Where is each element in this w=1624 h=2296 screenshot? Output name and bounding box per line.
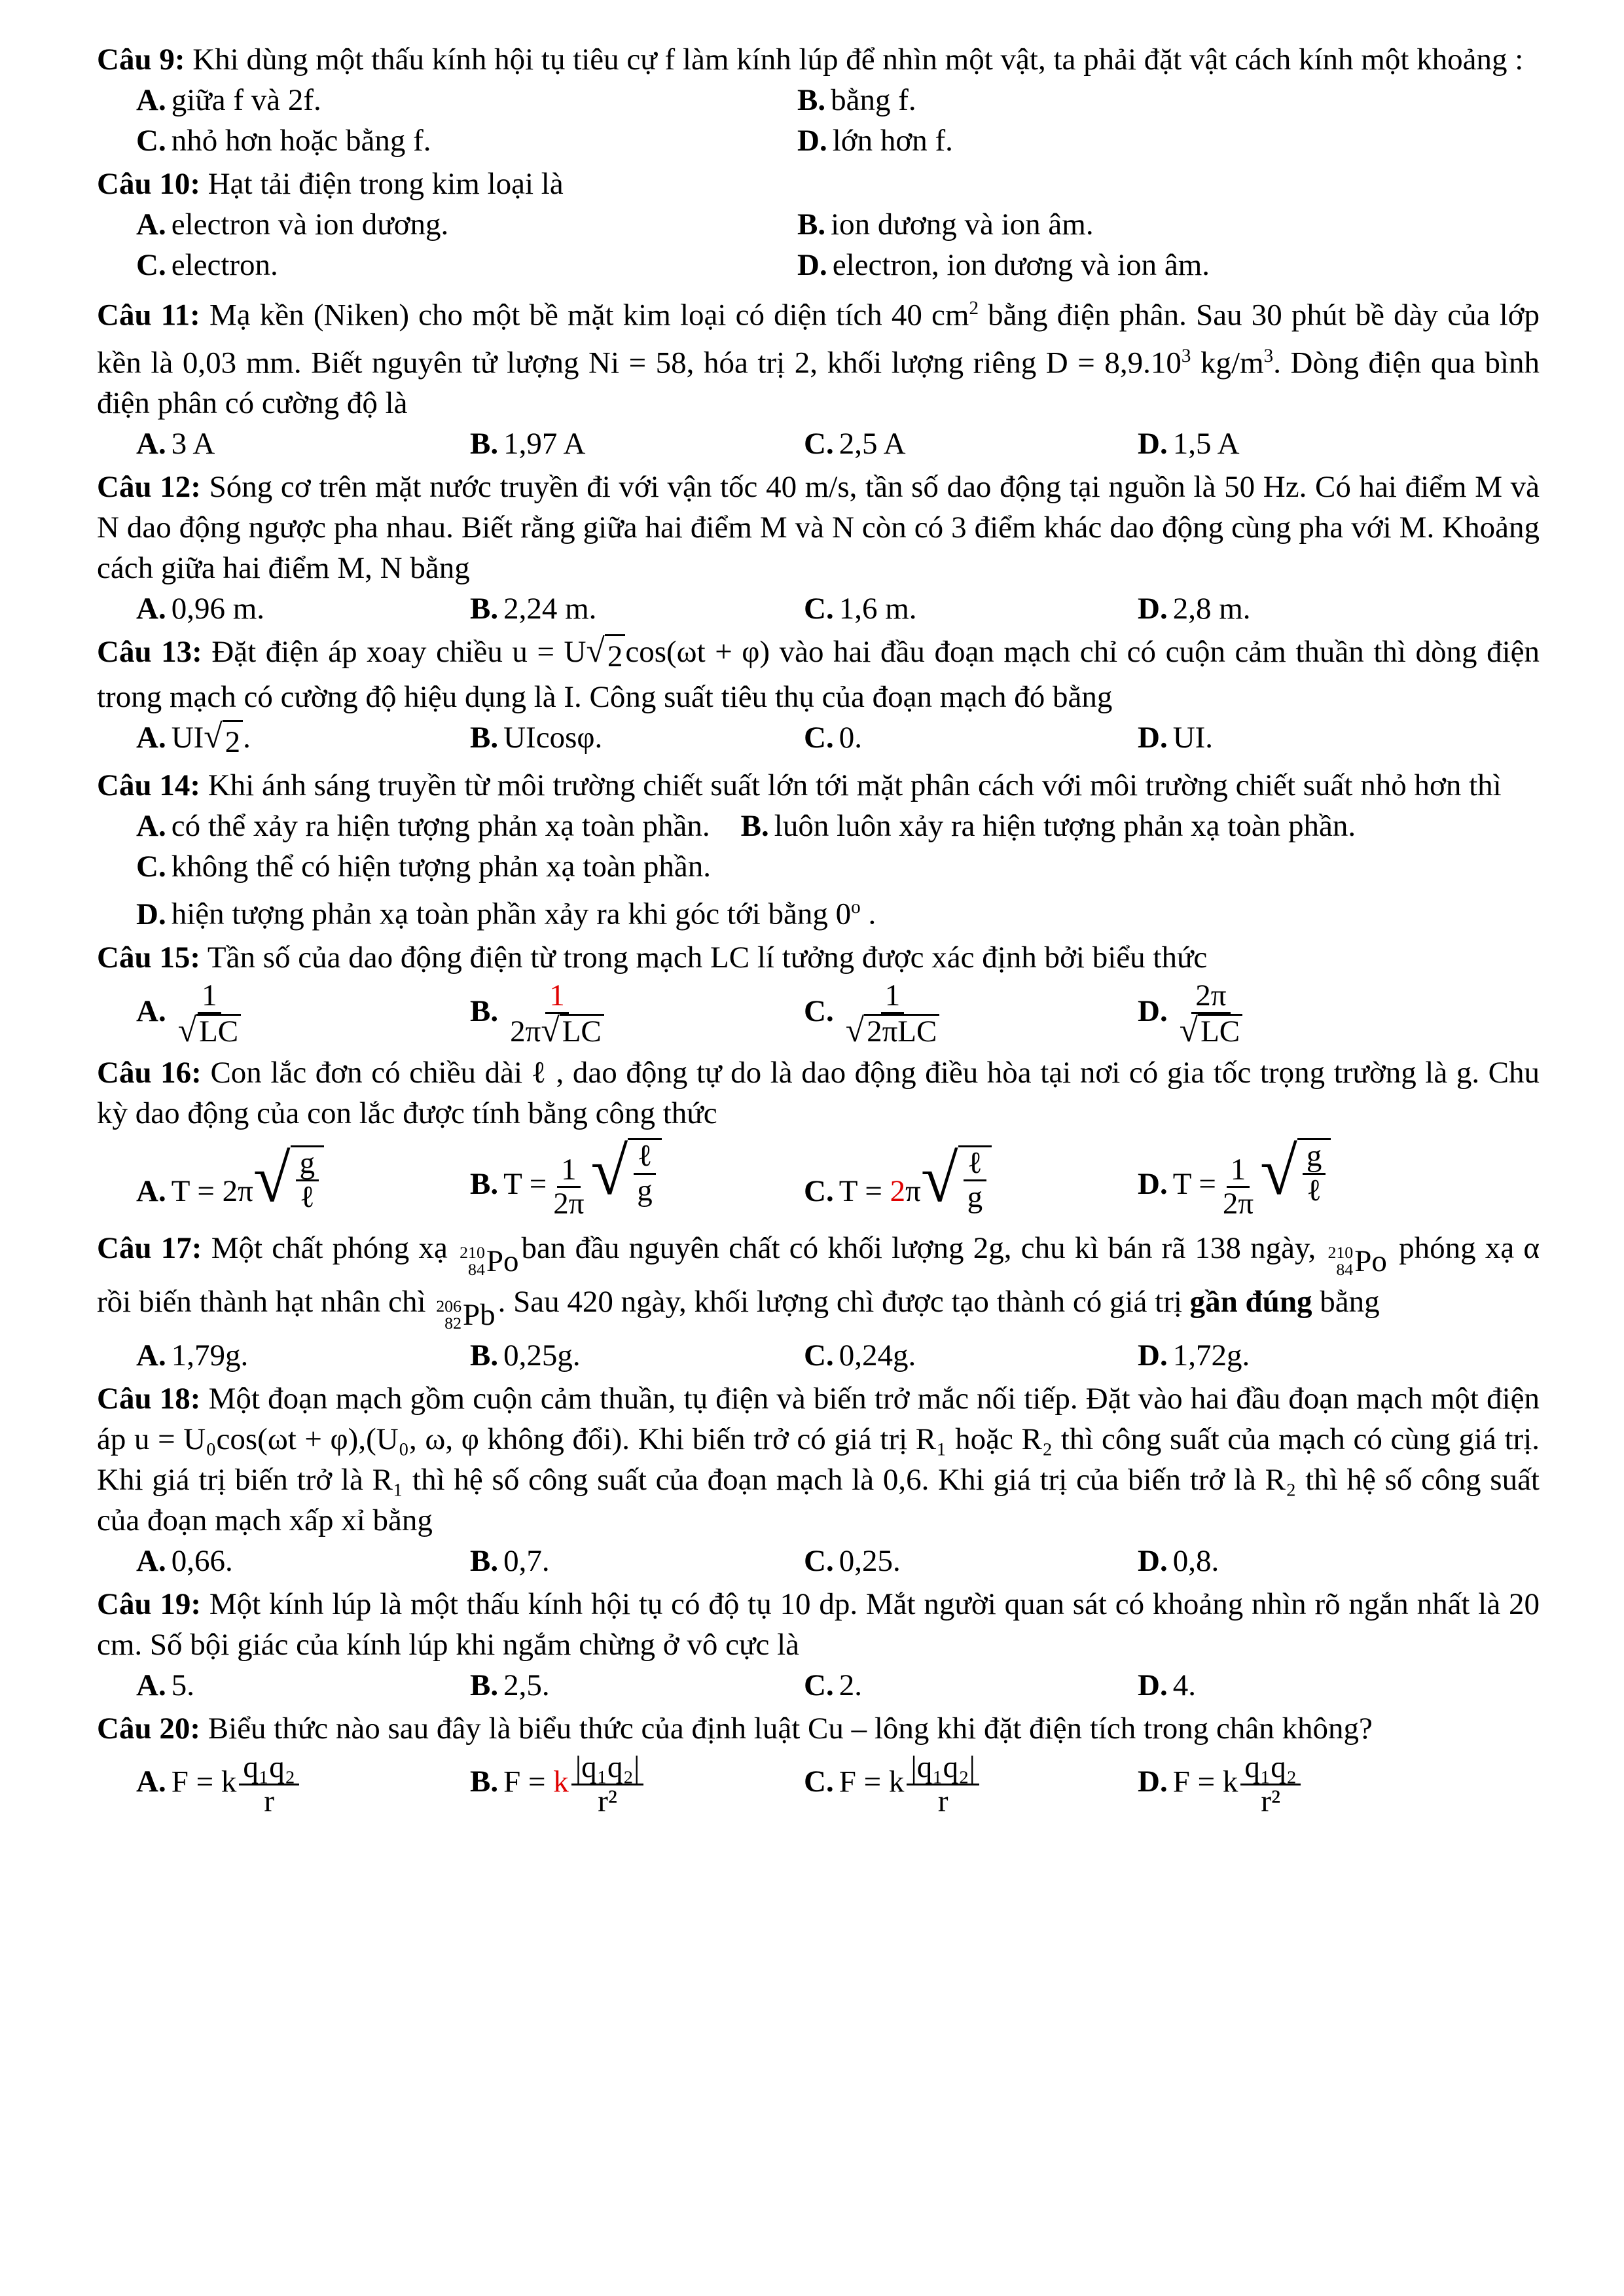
q13-option-a[interactable]: A. UI √ 2 . [136, 717, 470, 762]
q12-option-a[interactable]: A. 0,96 m. [136, 592, 265, 626]
q12-option-d[interactable]: D. 2,8 m. [1138, 592, 1251, 626]
q9-option-c[interactable]: C. nhỏ hơn hoặc bằng f. [136, 124, 431, 158]
question-15: Câu 15: Tần số của dao động điện từ trong mạch LC lí tưởng được xác định bởi biểu thức A. 1 √ LC B. 1 2π √ LC C. 1 √ 2πLC D. 2π √ LC [97, 937, 1540, 1050]
question-13: Câu 13: Đặt điện áp xoay chiều u = U √ 2 cos(ωt + φ) vào hai đầu đoạn mạch chỉ có cuộn cảm thuần thì dòng điện trong mạch có cường độ hiệu dụng là I. Công suất tiêu thụ của đoạn mạch đó bằng A. UI √ 2 . B. UIcosφ. C. 0. D. UI. [97, 632, 1540, 762]
q18-option-a[interactable]: A. 0,66. [136, 1543, 233, 1578]
q20-option-a[interactable]: A. F = k $\frac{\text{q₁q₂}}{r}$ [136, 1751, 470, 1818]
question-9-head: Câu 9: [97, 43, 185, 77]
exam-page [97, 39, 1540, 1823]
q18-option-b[interactable]: B. 0,7. [470, 1543, 550, 1578]
q16-option-c[interactable]: C. T = 2π √ $\frac{\text{ℓ}}{g}$ [804, 1145, 1138, 1214]
q15-option-c[interactable]: C. 1 √ 2πLC [804, 980, 1138, 1049]
question-14-head: Câu 14: [97, 768, 200, 803]
q15-option-d[interactable]: D. 2π √ LC [1138, 980, 1471, 1049]
q17-option-a[interactable]: A. 1,79g. [136, 1338, 249, 1372]
question-11-head: Câu 11: [97, 298, 200, 332]
q16-option-b[interactable]: B. T = $\frac{1}{2\pi}$ √ $\frac{\text{ℓ}}{g}$ [470, 1138, 804, 1220]
q19-option-b[interactable]: B. 2,5. [470, 1668, 550, 1702]
question-11: Câu 11: Mạ kền (Niken) cho một bề mặt kim loại có diện tích 40 $cm^2$ bằng điện phân. Sau 30 phút bề dày của lớp kền là 0,03 mm. Biết nguyên tử lượng Ni = 58, hóa trị 2, khối lượng riêng $D = 8,9.10^3$ $kg/m^3$. Dòng điện qua bình điện phân có cường độ là A. 3 A B. 1,97 A C. 2,5 A D. 1,5 A [97, 288, 1540, 464]
q14-option-d[interactable]: D. hiện tượng phản xạ toàn phần xảy ra khi góc tới bằng 0$^o$ . [136, 897, 876, 931]
q10-option-a[interactable]: A. electron và ion dương. [136, 207, 449, 242]
q20-option-c[interactable]: C. F = k $\frac{\text{|q₁q₂|}}{r}$ [804, 1751, 1138, 1818]
question-19-head: Câu 19: [97, 1587, 202, 1621]
q18-option-d[interactable]: D. 0,8. [1138, 1543, 1219, 1578]
q12-option-b[interactable]: B. 2,24 m. [470, 592, 597, 626]
q10-option-b[interactable]: B. ion dương và ion âm. [797, 207, 1094, 242]
question-15-head: Câu 15: [97, 940, 200, 975]
q17-option-b[interactable]: B. 0,25g. [470, 1338, 581, 1372]
q16-option-a[interactable]: A. T = 2π √ $\frac{g}{\text{ℓ}}$ [136, 1145, 470, 1214]
question-20: Câu 20: Biểu thức nào sau đây là biểu thức của định luật Cu – lông khi đặt điện tích trong chân không? A. F = k $\frac{\text{q₁q₂}}{r}$ B. F = k $\frac{\text{|q₁q₂|}}{\text{r²}}$ C. F = k $\frac{\text{|q₁q₂|}}{r}$ D. F = k $\frac{\text{q₁q₂}}{\text{r²}}$ [97, 1708, 1540, 1821]
q19-option-c[interactable]: C. 2. [804, 1668, 862, 1702]
q18-option-c[interactable]: C. 0,25. [804, 1543, 901, 1578]
q12-option-c[interactable]: C. 1,6 m. [804, 592, 917, 626]
question-16: Câu 16: Con lắc đơn có chiều dài ℓ , dao động tự do là dao động điều hòa tại nơi có gia tốc trọng trường là g. Chu kỳ dao động của con lắc được tính bằng công thức A. T = 2π √ $\frac{g}{\text{ℓ}}$ B. T = $\frac{1}{2\pi}$ √ $\frac{\text{ℓ}}{g}$ C. T = 2π √ $\frac{\text{ℓ}}{g}$ D. T = $\frac{1}{2\pi}$ √ $\frac{g}{\text{ℓ}}$ [97, 1055, 1540, 1221]
question-18: Câu 18: Một đoạn mạch gồm cuộn cảm thuần, tụ điện và biến trở mắc nối tiếp. Đặt vào hai đầu đoạn mạch một điện áp u = U₀cos(ωt + φ),(U₀, ω, φ không đổi). Khi biến trở có giá trị R₁ hoặc R₂ thì công suất của mạch có cùng giá trị. Khi giá trị biến trở là R₁ thì hệ số công suất của đoạn mạch là 0,6. Khi giá trị của biến trở là R₂ thì hệ số công suất của đoạn mạch xấp xỉ bằng A. 0,66. B. 0,7. C. 0,25. D. 0,8. [97, 1378, 1540, 1581]
question-17-head: Câu 17: [97, 1230, 202, 1265]
question-12: Câu 12: Sóng cơ trên mặt nước truyền đi với vận tốc 40 m/s, tần số dao động tại nguồn là 50 Hz. Có hai điểm M và N dao động ngược pha nhau. Biết rằng giữa hai điểm M và N còn có 3 điểm khác dao động cùng pha với M. Khoảng cách giữa hai điểm M, N bằng A. 0,96 m. B. 2,24 m. C. 1,6 m. D. 2,8 m. [97, 467, 1540, 629]
q13-option-b[interactable]: B. UIcosφ. [470, 721, 603, 755]
polonium-nuclide: 210 84 Po [460, 1242, 519, 1279]
question-13-head: Câu 13: [97, 635, 202, 670]
question-9-text: Khi dùng một thấu kính hội tụ tiêu cự f làm kính lúp để nhìn một vật, ta phải đặt vật cách kính một khoảng : [192, 43, 1524, 77]
q19-option-d[interactable]: D. 4. [1138, 1668, 1196, 1702]
q11-option-a[interactable]: A. 3 A [136, 427, 215, 461]
question-10-text: Hạt tải điện trong kim loại là [208, 167, 564, 201]
question-19: Câu 19: Một kính lúp là một thấu kính hội tụ có độ tụ 10 dp. Mắt người quan sát có khoảng nhìn rõ ngắn nhất là 20 cm. Số bội giác của kính lúp khi ngắm chừng ở vô cực là A. 5. B. 2,5. C. 2. D. 4. [97, 1584, 1540, 1706]
q16-option-d[interactable]: D. T = $\frac{1}{2\pi}$ √ $\frac{g}{\text{ℓ}}$ [1138, 1138, 1471, 1220]
question-16-head: Câu 16: [97, 1055, 202, 1090]
q9-option-d[interactable]: D. lớn hơn f. [797, 124, 953, 158]
q15-option-a[interactable]: A. 1 √ LC [136, 980, 470, 1049]
question-10-head: Câu 10: [97, 167, 200, 201]
q13-option-d[interactable]: D. UI. [1138, 721, 1214, 755]
question-12-head: Câu 12: [97, 470, 201, 505]
question-9 [97, 39, 1540, 161]
question-14: Câu 14: Khi ánh sáng truyền từ môi trường chiết suất lớn tới mặt phân cách với môi trường chiết suất nhỏ hơn thì A. có thể xảy ra hiện tượng phản xạ toàn phần. B. luôn luôn xảy ra hiện tượng phản xạ toàn phần. C. không thể có hiện tượng phản xạ toàn phần. D. hiện tượng phản xạ toàn phần xảy ra khi góc tới bằng 0$^o$ . [97, 765, 1540, 935]
q11-option-b[interactable]: B. 1,97 A [470, 427, 586, 461]
q17-option-d[interactable]: D. 1,72g. [1138, 1338, 1250, 1372]
q11-option-c[interactable]: C. 2,5 A [804, 427, 906, 461]
question-20-head: Câu 20: [97, 1711, 200, 1746]
q9-option-b[interactable]: B. bằng f. [797, 83, 916, 117]
q20-option-d[interactable]: D. F = k $\frac{\text{q₁q₂}}{\text{r²}}$ [1138, 1751, 1471, 1818]
question-10 [97, 164, 1540, 285]
q13-option-c[interactable]: C. 0. [804, 721, 862, 755]
q10-option-d[interactable]: D. electron, ion dương và ion âm. [797, 248, 1210, 282]
question-17: Câu 17: Một chất phóng xạ 210 84 Po ban đầu nguyên chất có khối lượng 2g, chu kì bán rã 138 ngày, 210 84 Po phóng xạ α rồi biến thành hạt nhân chì 206 82 Pb . Sau 420 ngày, khối lượng chì được tạo thành có giá trị gần đúng bằng A. 1,79g. B. 0,25g. C. 0,24g. D. 1,72g. [97, 1228, 1540, 1376]
q19-option-a[interactable]: A. 5. [136, 1668, 194, 1702]
q17-option-c[interactable]: C. 0,24g. [804, 1338, 916, 1372]
q20-option-b[interactable]: B. F = k $\frac{\text{|q₁q₂|}}{\text{r²}}$ [470, 1751, 804, 1818]
q15-option-b[interactable]: B. 1 2π √ LC [470, 980, 804, 1049]
q9-option-a[interactable]: A. giữa f và 2f. [136, 83, 321, 117]
q14-option-b[interactable]: B. luôn luôn xảy ra hiện tượng phản xạ toàn phần. [740, 809, 1356, 844]
lead-nuclide: 206 82 Pb [436, 1296, 496, 1333]
q11-option-d[interactable]: D. 1,5 A [1138, 427, 1240, 461]
q14-option-a[interactable]: A. có thể xảy ra hiện tượng phản xạ toàn phần. [136, 809, 710, 844]
question-18-head: Câu 18: [97, 1381, 201, 1416]
q14-option-c[interactable]: C. không thể có hiện tượng phản xạ toàn phần. [136, 850, 712, 884]
q10-option-c[interactable]: C. electron. [136, 248, 278, 282]
sqrt-symbol: √ 2 [586, 634, 626, 677]
